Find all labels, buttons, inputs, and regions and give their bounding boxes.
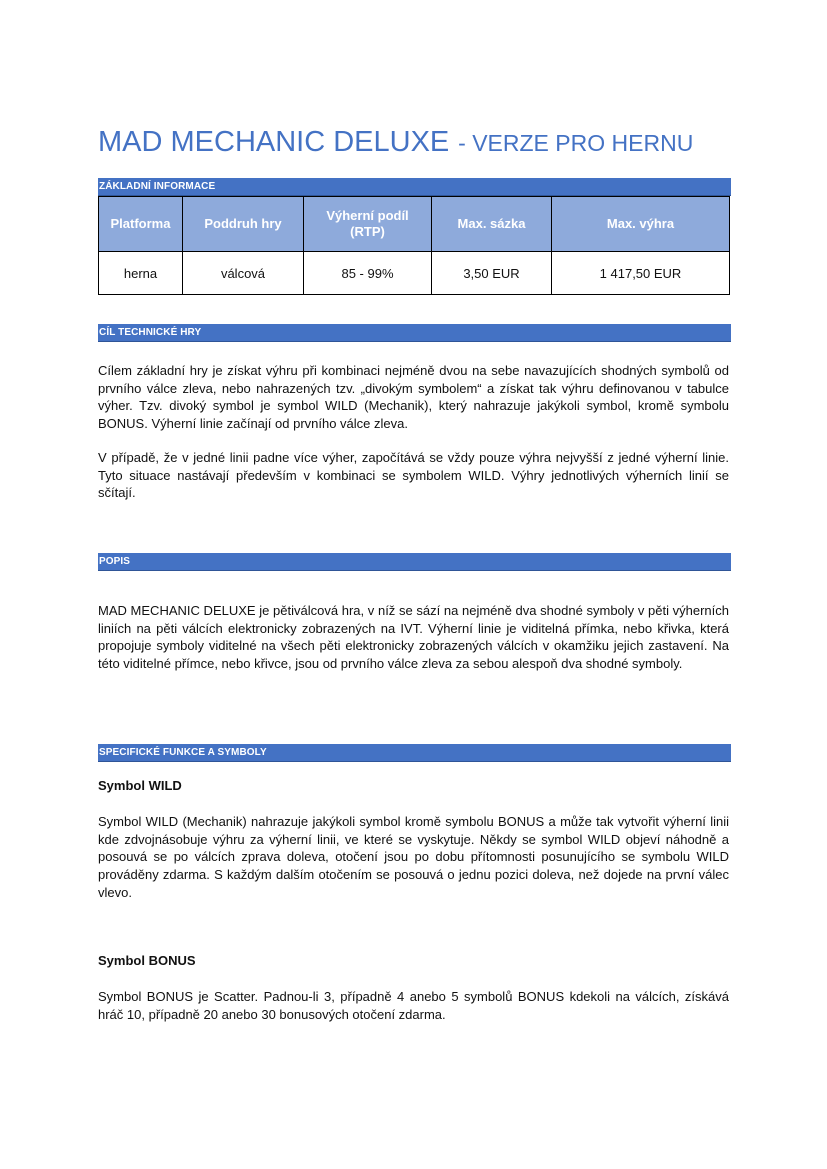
- bonus-heading: Symbol BONUS: [98, 953, 196, 968]
- table-cell: 1 417,50 EUR: [552, 252, 730, 295]
- table-cell: herna: [99, 252, 183, 295]
- basic-info-table: [98, 196, 730, 295]
- table-cell: 3,50 EUR: [432, 252, 552, 295]
- section-bar-features: SPECIFICKÉ FUNKCE A SYMBOLY: [98, 744, 731, 762]
- wild-heading: Symbol WILD: [98, 778, 182, 793]
- title-suffix: - VERZE PRO HERNU: [458, 130, 694, 156]
- table-header-row: [99, 197, 730, 252]
- table-header-cell: Platforma: [99, 197, 183, 252]
- section-bar-description: POPIS: [98, 553, 731, 571]
- goal-paragraph: Cílem základní hry je získat výhru při kombinaci nejméně dvou na sebe navazujících shodných symbolů od prvního válce zleva, nebo nahrazených tzv. „divokým symbolem“ a získat tak výhru definovanou v tabulce výher. Tzv. divoký symbol je symbol WILD (Mechanik), který nahrazuje jakýkoli symbol, kromě symbolu BONUS. Výherní linie začínají od prvního válce zleva.: [98, 363, 729, 432]
- title-main: MAD MECHANIC DELUXE: [98, 126, 450, 158]
- description-paragraph: MAD MECHANIC DELUXE je pětiválcová hra, v níž se sází na nejméně dva shodné symboly v pěti výherních liniích na pěti válcích elektronicky zobrazených na IVT. Výherní linie je viditelná přímka, nebo křivka, která propojuje symboly viditelné na všech pěti elektronicky zobrazených válcích v okamžiku jejich zastavení. Na této viditelné přímce, nebo křivce, jsou od prvního válce zleva za sebou alespoň dva shodné symboly.: [98, 603, 729, 672]
- section-bar-goal: CÍL TECHNICKÉ HRY: [98, 324, 731, 342]
- bonus-paragraph: Symbol BONUS je Scatter. Padnou-li 3, případně 4 anebo 5 symbolů BONUS kdekoli na válcích, získává hráč 10, případně 20 anebo 30 bonusových otočení zdarma.: [98, 989, 729, 1022]
- section-bar-basic-info: ZÁKLADNÍ INFORMACE: [98, 178, 731, 196]
- wild-paragraph: Symbol WILD (Mechanik) nahrazuje jakýkoli symbol kromě symbolu BONUS a může tak vytvořit výherní linii kde zdvojnásobuje výhru za výherní linii, ve které se vyskytuje. Někdy se symbol WILD objeví náhodně a posouvá se po válcích zprava doleva, otočení jsou po dobu přítomnosti posunujícího se symbolu WILD prováděny zdarma. S každým dalším otočením se posouvá o jednu pozici doleva, než dojede na první válec vlevo.: [98, 814, 729, 900]
- table-header-cell: Max. výhra: [552, 197, 730, 252]
- table-header-cell: Max. sázka: [432, 197, 552, 252]
- page-title: [98, 122, 693, 159]
- table-cell: válcová: [183, 252, 304, 295]
- table-cell: 85 - 99%: [304, 252, 432, 295]
- table-header-cell: Výherní podíl (RTP): [304, 197, 432, 252]
- table-row: [99, 252, 730, 295]
- table-header-cell: Poddruh hry: [183, 197, 304, 252]
- goal-paragraph: V případě, že v jedné linii padne více výher, započítává se vždy pouze výhra nejvyšší z jedné výherní linie. Tyto situace nastávají především v kombinaci se symbolem WILD. Výhry jednotlivých výherních linií se sčítají.: [98, 450, 729, 501]
